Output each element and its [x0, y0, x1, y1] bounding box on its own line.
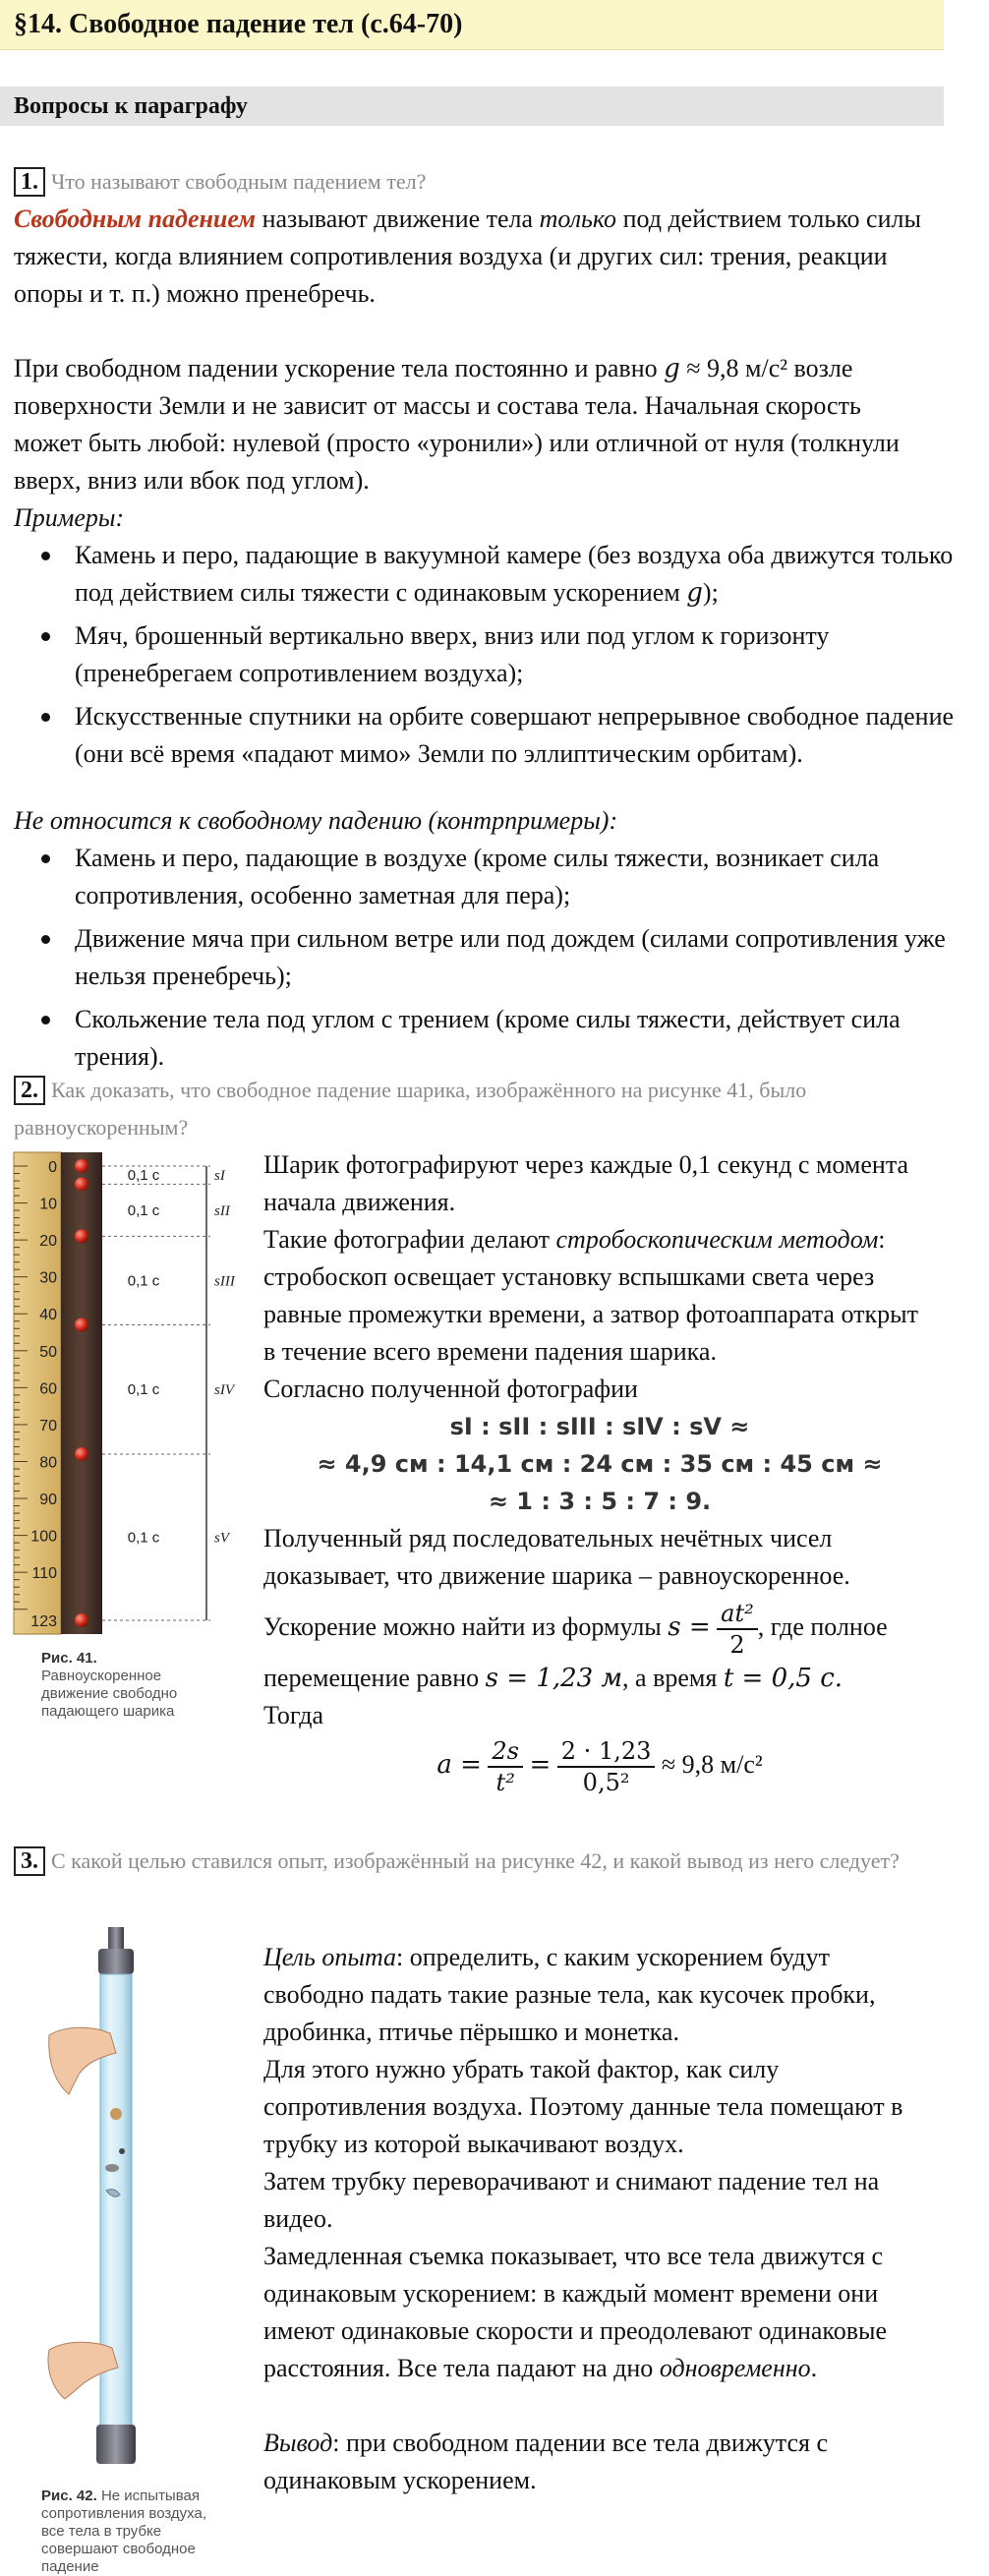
- interval-s-label: sIII: [214, 1273, 235, 1290]
- tube-cap-top: [98, 1949, 134, 1974]
- ruler-tick-label: 20: [39, 1233, 57, 1251]
- ball-image: [75, 1159, 88, 1173]
- examples-list: [14, 537, 989, 779]
- ball-image: [75, 1447, 88, 1461]
- page-title: §14. Свободное падение тел (с.64-70): [14, 9, 463, 39]
- ruler-tick-label: 110: [31, 1565, 57, 1583]
- examples-label: Примеры:: [14, 503, 125, 532]
- question-text: С какой целью ставился опыт, изображённый на рисунке 42, и какой вывод из него следует?: [51, 1848, 900, 1873]
- interval-s-label: sIV: [214, 1382, 234, 1399]
- ruler-tick-label: 100: [30, 1528, 57, 1546]
- ratio-line-1: sI : sII : sIII : sIV : sV ≈: [449, 1413, 750, 1440]
- ball-image: [75, 1229, 88, 1243]
- ruler-tick-label: 80: [39, 1454, 57, 1472]
- q2-text-5: Ускорение можно найти из формулы s = $\frac{\text{at²}}{2}$ , где полное перемещение равно s = 1,23 м, а время t = 0,5 с.: [263, 1600, 888, 1693]
- title-bar: [0, 0, 944, 50]
- interval-time-label: 0,1 с: [127, 1381, 160, 1399]
- counterexamples-label: Не относится к свободному падению (контрпримеры):: [14, 806, 618, 835]
- counterexamples-list: [14, 840, 989, 1082]
- ball-image: [75, 1613, 88, 1627]
- list-item: Мяч, брошенный вертикально вверх, вниз или под углом к горизонту (пренебрегаем сопротивлением воздуха);: [75, 617, 989, 692]
- list-item: Камень и перо, падающие в вакуумной камере (без воздуха оба движутся только под действием силы тяжести с одинаковым ускорением 𝑔);: [75, 537, 989, 612]
- ruler-tick-label: 10: [39, 1196, 57, 1213]
- acceleration-formula: a = $\frac{2s}{\text{t²}}$ = $\frac{2 \cdot 1,23}{\text{0,5²}}$ ≈ 9,8 м/с²: [436, 1737, 763, 1796]
- cork-piece: [110, 2108, 122, 2120]
- question-number: 1.: [14, 167, 45, 197]
- interval-time-label: 0,1 с: [127, 1167, 160, 1185]
- q3-paragraph-3: Затем трубку переворачивают и снимают падение тел на видео.: [263, 2167, 880, 2233]
- list-item: Движение мяча при сильном ветре или под дождем (силами сопротивления уже нельзя пренебречь);: [75, 920, 989, 995]
- section-title: Вопросы к параграфу: [14, 93, 248, 119]
- interval-s-label: sV: [214, 1530, 229, 1547]
- q2-answer: [263, 1146, 936, 1797]
- ratio-line-3: ≈ 1 : 3 : 5 : 7 : 9.: [488, 1488, 712, 1515]
- ruler-tick-label: 40: [39, 1307, 57, 1324]
- photo-strip: [61, 1152, 102, 1634]
- interval-time-label: 0,1 с: [127, 1272, 160, 1290]
- ruler-tick-label: 123: [30, 1613, 57, 1630]
- q3-goal: Цель опыта: определить, с каким ускорением будут свободно падать такие разные тела, как кусочек пробки, дробинка, птичье пёрышко и монетка.: [263, 1943, 876, 2046]
- tube-figure: [39, 1927, 236, 2478]
- definition-term: Свободным падением: [14, 205, 257, 233]
- interval-s-label: sII: [214, 1202, 230, 1219]
- question-number: 2.: [14, 1076, 45, 1105]
- question-number: 3.: [14, 1846, 45, 1876]
- q1-definition: Свободным падением называют движение тела только под действием только силы тяжести, когда влиянием сопротивления воздуха (и других сил: трения, реакции опоры и т. п.) можно пренебречь.: [14, 205, 921, 308]
- q3-answer: [263, 1939, 936, 2499]
- q2-text-1: Шарик фотографируют через каждые 0,1 секунд с момента начала движения.: [263, 1150, 909, 1216]
- q3-paragraph-2: Для этого нужно убрать такой фактор, как силу сопротивления воздуха. Поэтому данные тела помещают в трубку из которой выкачивают воздух.: [263, 2055, 903, 2158]
- question-text: Что называют свободным падением тел?: [51, 169, 427, 194]
- ruler-tick-label: 70: [39, 1417, 57, 1434]
- formula-fraction: $\frac{\text{at²}}{2}$: [717, 1599, 758, 1660]
- ruler-tick-label: 60: [39, 1380, 57, 1398]
- q2-text-4: Полученный ряд последовательных нечётных чисел доказывает, что движение шарика – равноускоренное.: [263, 1524, 850, 1590]
- list-item: Камень и перо, падающие в воздухе (кроме силы тяжести, возникает сила сопротивления, особенно заметная для пера);: [75, 840, 989, 914]
- q3-paragraph-4: Замедленная съемка показывает, что все тела движутся с одинаковым ускорением: в каждый момент времени они имеют одинаковые скорости и преодолевают одинаковые расстояния. Все тела падают на дно одновременно.: [263, 2242, 887, 2382]
- ruler-figure: [14, 1152, 250, 1644]
- ball-image: [75, 1318, 88, 1332]
- q2-text-6: Тогда: [263, 1701, 324, 1729]
- interval-time-label: 0,1 с: [127, 1201, 160, 1219]
- pellet: [119, 2148, 125, 2154]
- tube-cap-bottom: [96, 2425, 136, 2464]
- interval-time-label: 0,1 с: [127, 1529, 160, 1547]
- ruler-tick-label: 90: [39, 1492, 57, 1509]
- ruler-tick-label: 30: [39, 1269, 57, 1287]
- question-3: [14, 1843, 928, 1880]
- q3-conclusion: Вывод: при свободном падении все тела движутся с одинаковым ускорением.: [263, 2429, 829, 2494]
- ratio-line-2: ≈ 4,9 см : 14,1 см : 24 см : 35 см : 45 см ≈: [317, 1450, 883, 1478]
- figure-42-caption: Рис. 42. Не испытывая сопротивления воздуха, все тела в трубке совершают свободное падение: [41, 2488, 207, 2575]
- question-1: [14, 163, 928, 201]
- list-item: Скольжение тела под углом с трением (кроме силы тяжести, действует сила трения).: [75, 1001, 989, 1076]
- ruler-tick-label: 0: [48, 1159, 57, 1176]
- q1-paragraph-2: При свободном падении ускорение тела постоянно и равно g ≈ 9,8 м/с² возле поверхности Земли и не зависит от массы и состава тела. Начальная скорость может быть любой: нулевой (просто «уронили») или отличной от нуля (толкнули вверх, вниз или вбок под углом).: [14, 354, 900, 495]
- coin: [105, 2164, 119, 2172]
- q2-text-2: Такие фотографии делают стробоскопическим методом: стробоскоп освещает установку вспышками света через равные промежутки времени, а затвор фотоаппарата открыт в течение всего времени падения шарика.: [263, 1225, 918, 1366]
- interval-s-label: sI: [214, 1168, 225, 1185]
- figure-41-caption: Рис. 41. Равноускоренное движение свободно падающего шарика: [41, 1650, 178, 1720]
- list-item: Искусственные спутники на орбите совершают непрерывное свободное падение (они всё время «падают мимо» Земли по эллиптическим орбитам).: [75, 698, 989, 773]
- ruler-tick-label: 50: [39, 1343, 57, 1361]
- q2-text-3: Согласно полученной фотографии: [263, 1375, 638, 1403]
- question-text: Как доказать, что свободное падение шарика, изображённого на рисунке 41, было равноускоренным?: [14, 1078, 807, 1140]
- ball-image: [75, 1177, 88, 1191]
- section-bar: [0, 87, 944, 126]
- question-2: [14, 1072, 928, 1146]
